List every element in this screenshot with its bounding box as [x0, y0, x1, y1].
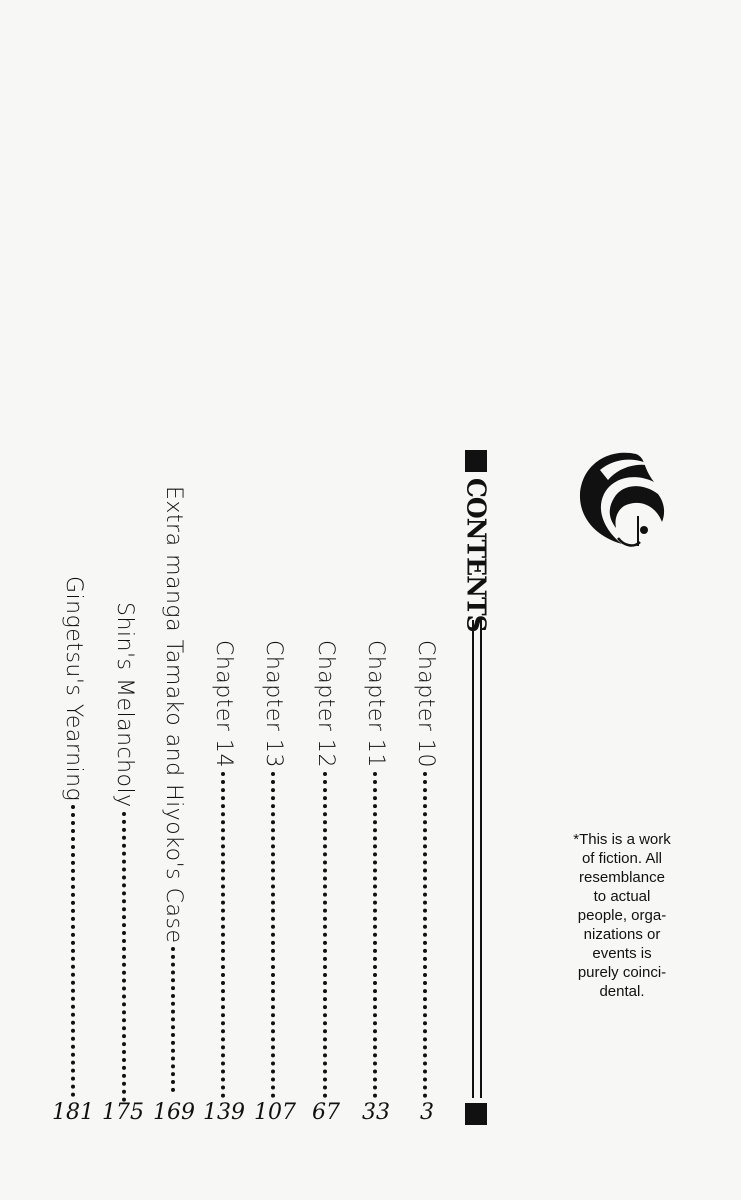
toc-entry[interactable]: [62, 576, 84, 1097]
toc-page-number: 139: [203, 1100, 245, 1125]
toc-page-number: 175: [102, 1100, 144, 1125]
toc-label: Chapter 14: [211, 640, 236, 768]
dot-leader: [323, 772, 327, 1098]
toc-label: Shin's Melancholy: [112, 602, 137, 808]
dot-leader: [423, 772, 427, 1098]
toc-page-number: 33: [362, 1100, 390, 1125]
disclaimer-line: *This is a work: [573, 831, 671, 848]
double-rule: [472, 620, 482, 1098]
toc-page-number: 169: [153, 1100, 195, 1125]
toc-entry[interactable]: [314, 640, 336, 1098]
disclaimer-line: purely coinci-: [577, 964, 667, 981]
disclaimer-line: people, orga-: [577, 907, 667, 924]
heading-square-top: [465, 450, 487, 472]
dot-leader: [171, 947, 175, 1092]
heading-square-bottom: [465, 1103, 487, 1125]
toc-entry[interactable]: [212, 640, 234, 1098]
disclaimer-line: events is: [592, 945, 652, 962]
toc-label: Gingetsu's Yearning: [61, 576, 86, 802]
toc-page-number: 181: [52, 1100, 94, 1125]
toc-page-number: 107: [254, 1100, 296, 1125]
dot-leader: [373, 772, 377, 1098]
logo-icon: [574, 446, 674, 556]
contents-heading: CONTENTS: [461, 478, 492, 632]
dot-leader: [122, 812, 126, 1102]
disclaimer-line: resemblance: [579, 869, 665, 886]
dot-leader: [271, 772, 275, 1098]
disclaimer-line: of fiction. All: [581, 850, 663, 867]
dot-leader: [221, 772, 225, 1098]
disclaimer-line: nizations or: [583, 926, 661, 943]
toc-entry[interactable]: [414, 640, 436, 1098]
toc-entry[interactable]: [162, 486, 184, 1092]
toc-entry[interactable]: [262, 640, 284, 1098]
toc-entry[interactable]: [364, 640, 386, 1098]
toc-page-number: 3: [420, 1100, 434, 1125]
fiction-disclaimer: [552, 830, 692, 1001]
toc-entry[interactable]: [113, 602, 135, 1102]
toc-label: Chapter 11: [363, 640, 388, 768]
toc-label: Chapter 12: [313, 640, 338, 768]
toc-label: Extra manga Tamako and Hiyoko's Case: [161, 486, 186, 944]
disclaimer-line: to actual: [593, 888, 651, 905]
toc-page-number: 67: [312, 1100, 340, 1125]
toc-label: Chapter 10: [413, 640, 438, 768]
dot-leader: [71, 805, 75, 1097]
disclaimer-line: dental.: [599, 983, 645, 1000]
toc-label: Chapter 13: [261, 640, 286, 768]
